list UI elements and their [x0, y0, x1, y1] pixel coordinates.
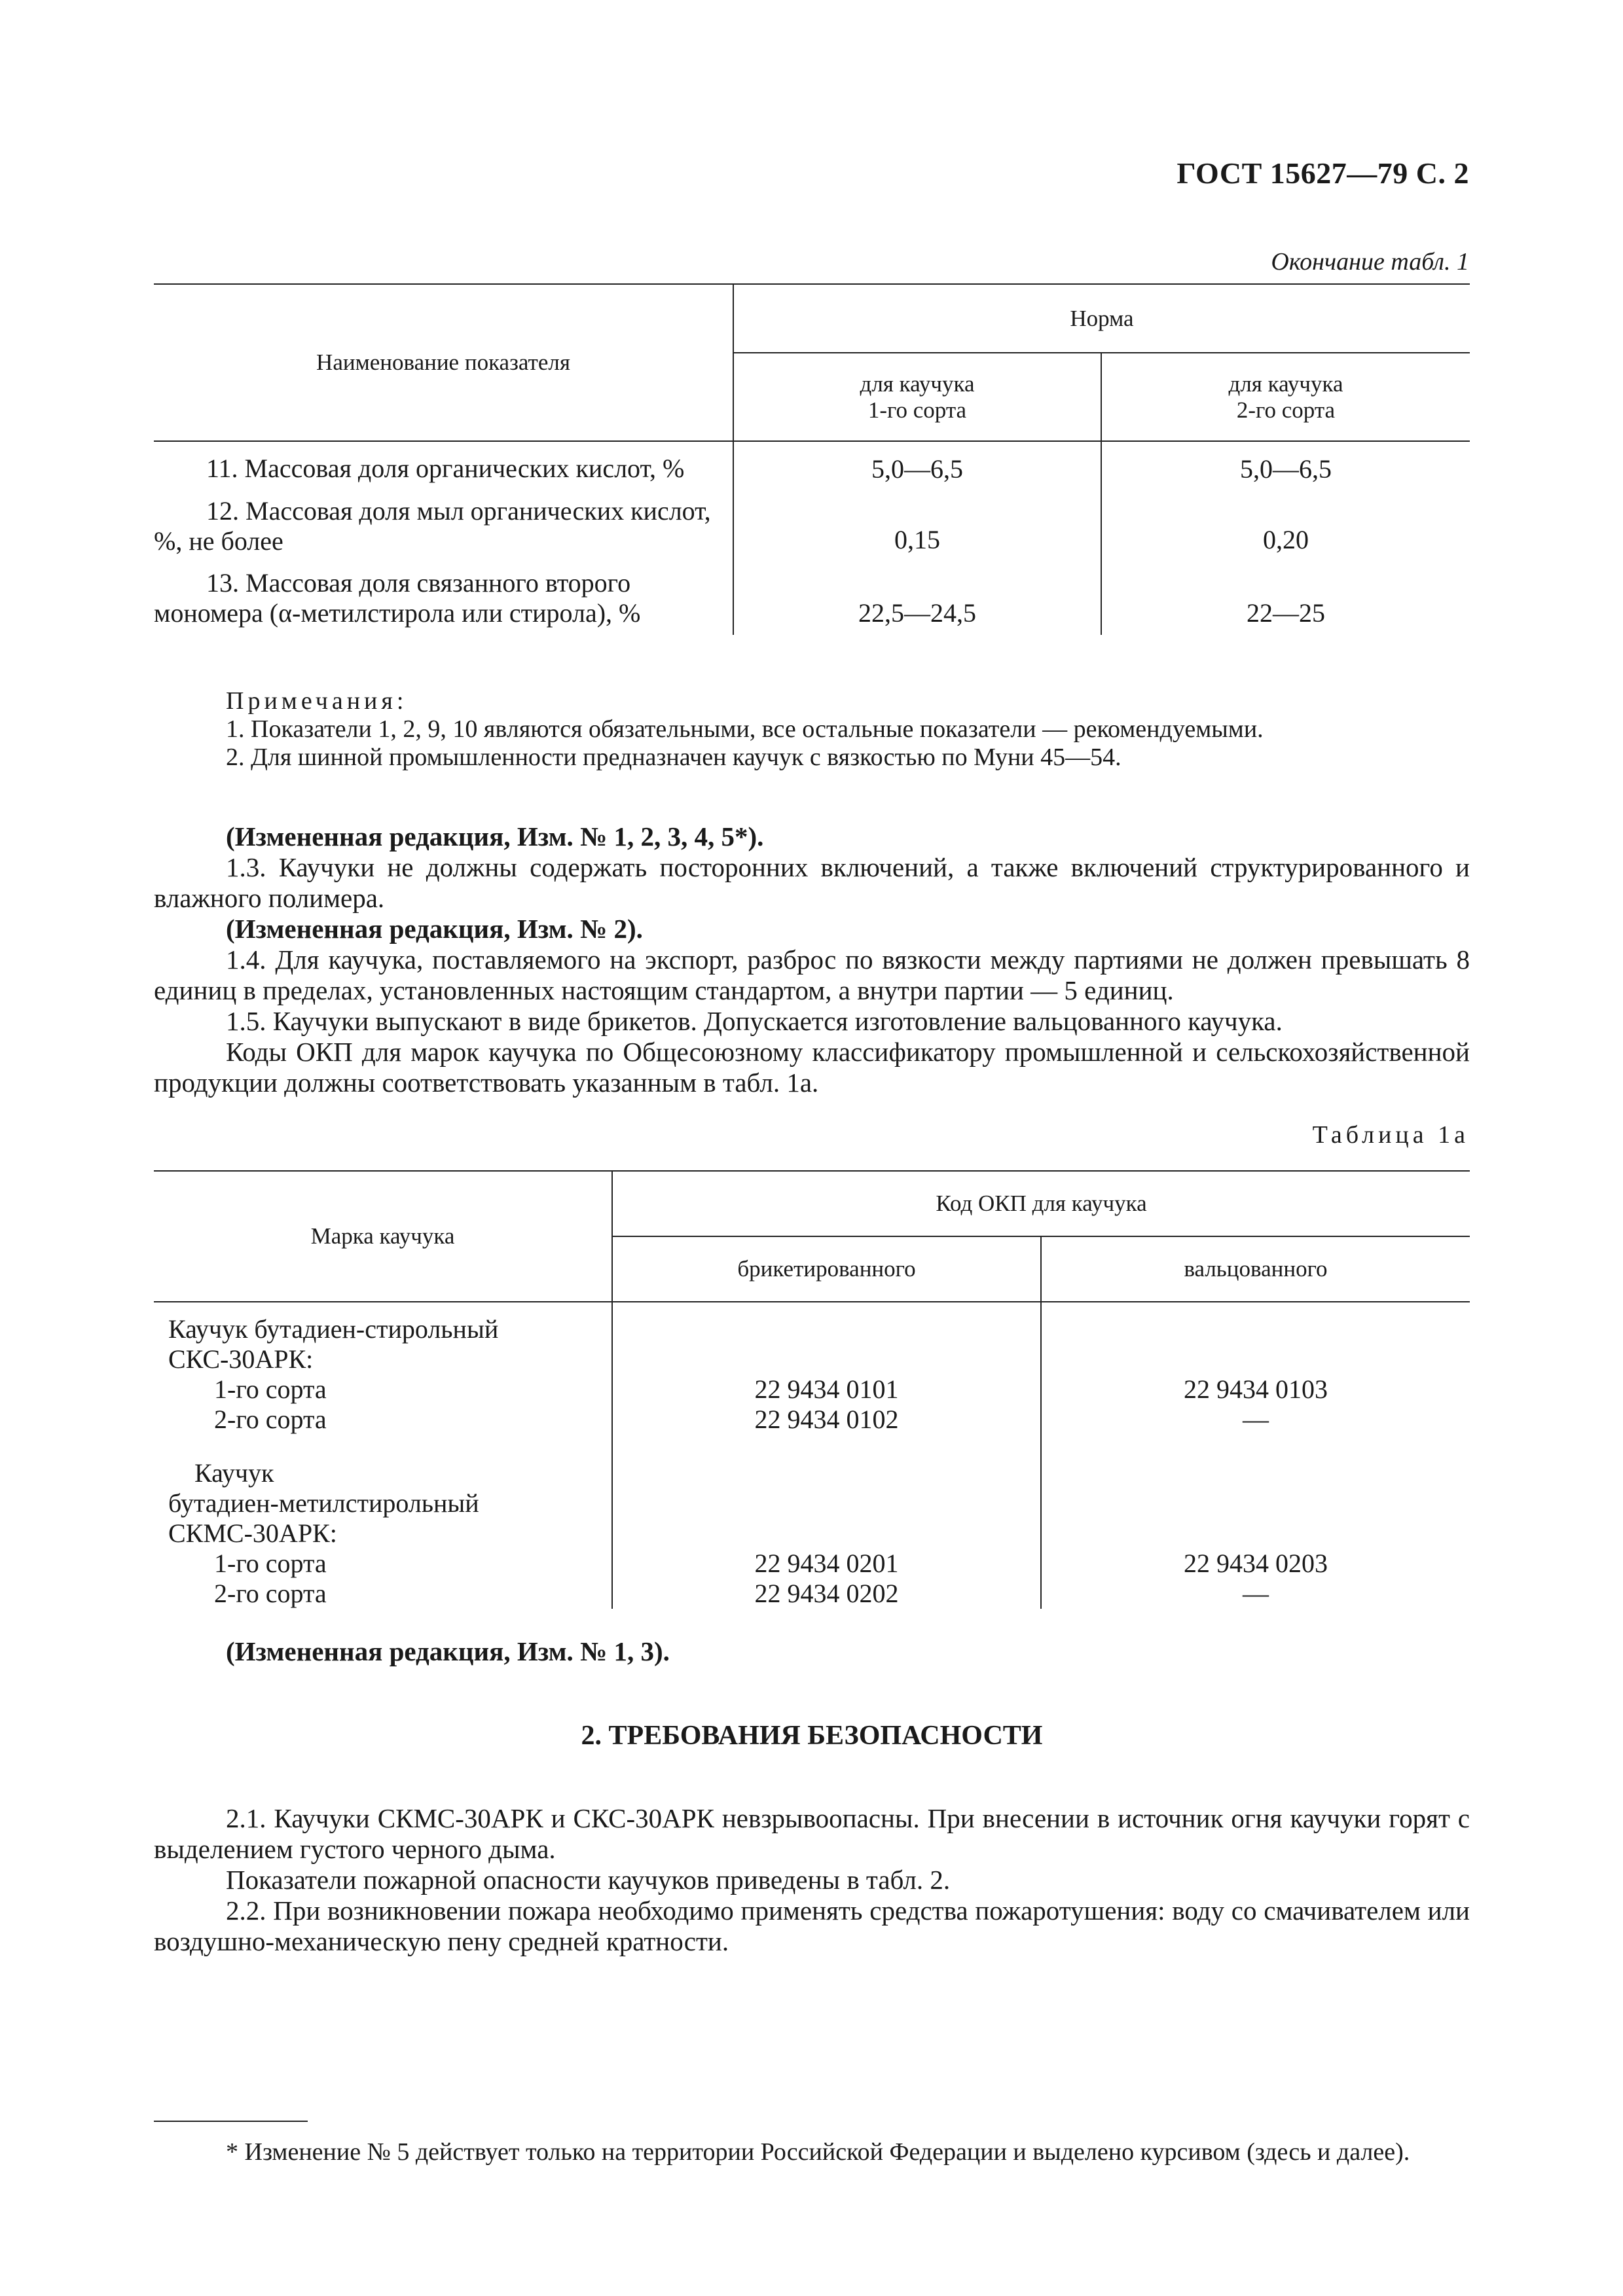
okp-code: 22 9434 0102	[754, 1405, 899, 1434]
okp-code: —	[1243, 1579, 1269, 1608]
paragraph-2-1: 2.1. Каучуки СКМС-30АРК и СКС-30АРК невзрывоопасны. При внесении в источник огня каучуки горят с выделением густого черного дыма.	[154, 1803, 1470, 1864]
table1a-header-code: Код ОКП для каучука	[612, 1171, 1470, 1236]
page-header: ГОСТ 15627—79 С. 2	[1176, 156, 1469, 190]
notes	[226, 687, 1264, 772]
table-1	[154, 283, 1470, 635]
note-item: 2. Для шинной промышленности предназначен каучук с вязкостью по Муни 45—54.	[226, 744, 1122, 771]
table1-row-name: 13. Массовая доля связанного второго мономера (α-метилстирола или стирола), %	[154, 568, 641, 628]
brand-name-line: СКМС-30АРК:	[168, 1518, 337, 1548]
edit-note: (Измененная редакция, Изм. № 2).	[226, 914, 643, 944]
note-item: 1. Показатели 1, 2, 9, 10 являются обязательными, все остальные показатели — рекомендуемыми.	[226, 715, 1264, 743]
table-row	[154, 441, 1470, 488]
table-row	[154, 488, 1470, 562]
paragraph-1-3: 1.3. Каучуки не должны содержать посторонних включений, а также включений структурированного и влажного полимера.	[154, 852, 1470, 913]
brand-name-line: СКС-30АРК:	[168, 1344, 314, 1374]
table-row	[154, 1302, 1470, 1609]
grade-label: 2-го сорта	[214, 1405, 327, 1434]
table1-header-name: Наименование показателя	[154, 284, 733, 441]
table1a-subheader-1: брикетированного	[612, 1236, 1041, 1302]
table-1a	[154, 1170, 1470, 1609]
okp-code: 22 9434 0203	[1184, 1549, 1328, 1578]
notes-heading: Примечания:	[226, 687, 408, 715]
brand-name-line: Каучук	[194, 1458, 274, 1488]
table1a-header-brand: Марка каучука	[154, 1171, 612, 1302]
table1-header-norm: Норма	[733, 284, 1470, 353]
okp-code: —	[1243, 1405, 1269, 1434]
paragraph-okp-codes: Коды ОКП для марок каучука по Общесоюзному классификатору промышленной и сельскохозяйственной продукции должны соответствовать указанным в табл. 1а.	[154, 1037, 1470, 1098]
table1-row-name: 11. Массовая доля органических кислот, %	[206, 454, 685, 483]
footnote: * Изменение № 5 действует только на территории Российской Федерации и выделено курсивом (здесь и далее).	[226, 2138, 1410, 2166]
brand-name-line: бутадиен-метилстирольный	[168, 1488, 479, 1518]
okp-code: 22 9434 0101	[754, 1374, 899, 1404]
grade-label: 1-го сорта	[214, 1374, 327, 1404]
table1-row-value: 22—25	[1101, 562, 1470, 635]
paragraph-1-4: 1.4. Для каучука, поставляемого на экспорт, разброс по вязкости между партиями не должен превышать 8 единиц в пределах, установленных настоящим стандартом, а внутри партии — 5 единиц.	[154, 944, 1470, 1005]
edit-note: (Измененная редакция, Изм. № 1, 3).	[226, 1636, 670, 1666]
table1a-subheader-2: вальцованного	[1041, 1236, 1470, 1302]
table1-row-value: 22,5—24,5	[733, 562, 1101, 635]
table1-row-value: 5,0—6,5	[733, 441, 1101, 488]
paragraph-2-2: 2.2. При возникновении пожара необходимо применять средства пожаротушения: воду со смачивателем или воздушно-механическую пену средней кратности.	[154, 1895, 1470, 1956]
table1a-caption: Таблица 1а	[1312, 1121, 1469, 1149]
table1-continuation-label: Окончание табл. 1	[1271, 248, 1469, 276]
section-heading: 2. ТРЕБОВАНИЯ БЕЗОПАСНОСТИ	[581, 1721, 1043, 1751]
brand-name-line: Каучук бутадиен-стирольный	[168, 1314, 499, 1344]
table1-subheader-1: для каучука 1-го сорта	[733, 353, 1101, 441]
table1-row-value: 0,20	[1101, 488, 1470, 562]
table1-subheader-2: для каучука 2-го сорта	[1101, 353, 1470, 441]
grade-label: 1-го сорта	[214, 1549, 327, 1578]
paragraph-1-5: 1.5. Каучуки выпускают в виде брикетов. Допускается изготовление вальцованного каучука.	[226, 1006, 1283, 1036]
table1-row-name: 12. Массовая доля мыл органических кислот, %, не более	[154, 496, 711, 556]
paragraph-2-1-b: Показатели пожарной опасности каучуков приведены в табл. 2.	[226, 1865, 951, 1895]
okp-code: 22 9434 0202	[754, 1579, 899, 1608]
okp-code: 22 9434 0103	[1184, 1374, 1328, 1404]
edit-note: (Измененная редакция, Изм. № 1, 2, 3, 4, 5*).	[226, 821, 764, 852]
table1-row-value: 0,15	[733, 488, 1101, 562]
table1-row-value: 5,0—6,5	[1101, 441, 1470, 488]
table-row	[154, 562, 1470, 635]
footnote-divider	[154, 2121, 308, 2122]
okp-code: 22 9434 0201	[754, 1549, 899, 1578]
grade-label: 2-го сорта	[214, 1579, 327, 1608]
